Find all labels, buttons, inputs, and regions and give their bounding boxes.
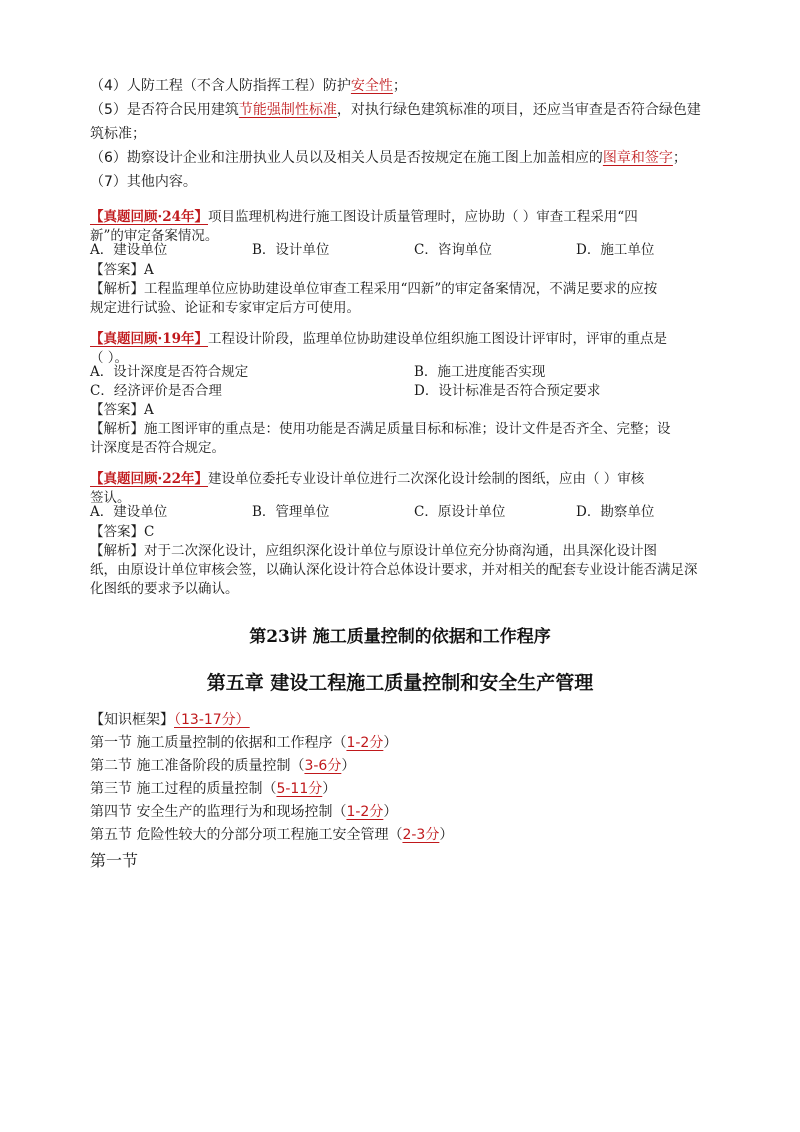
question-2-analysis-cont: 计深度是否符合规定。 xyxy=(90,440,225,456)
option-a: A．建设单位 xyxy=(90,504,168,520)
question-2-options-row2 xyxy=(90,381,710,401)
question-2-stem: 【真题回顾·19年】工程设计阶段，监理单位协助建设单位组织施工图设计评审时，评审的重点是 xyxy=(90,331,667,347)
question-3-analysis-cont: 纸，由原设计单位审核会签，以确认深化设计符合总体设计要求，并对相关的配套专业设计能否满足深 xyxy=(90,562,698,578)
question-1-options xyxy=(90,240,710,260)
question-2-answer: 【答案】A xyxy=(90,402,154,418)
option-d: D．勘察单位 xyxy=(576,504,655,520)
lecture-title: 第23讲 施工质量控制的依据和工作程序 xyxy=(249,627,551,647)
question-2-options-row1 xyxy=(90,362,710,382)
option-b: B．管理单位 xyxy=(252,504,330,520)
question-1-analysis-cont: 规定进行试验、论证和专家审定后方可使用。 xyxy=(90,300,360,316)
option-c: C．咨询单位 xyxy=(414,242,492,258)
question-3-stem-cont: 签认。 xyxy=(90,490,131,506)
option-d: D．施工单位 xyxy=(576,242,655,258)
section-score: 3-6分 xyxy=(304,758,342,774)
option-c: C．原设计单位 xyxy=(414,504,506,520)
question-1-stem-cont: 新”的审定备案情况。 xyxy=(90,228,219,244)
chapter-title: 第五章 建设工程施工质量控制和安全生产管理 xyxy=(206,672,594,694)
option-a: A．建设单位 xyxy=(90,242,168,258)
question-tag: 【真题回顾·24年】 xyxy=(90,209,208,225)
keyword-link[interactable]: 图章和签字 xyxy=(602,150,673,166)
section-heading: 第一节 xyxy=(90,851,139,870)
list-item-5-continued: 筑标准； xyxy=(90,126,146,142)
question-1-analysis: 【解析】工程监理单位应协助建设单位审查工程采用“四新”的审定备案情况，不满足要求的应按 xyxy=(90,281,658,297)
question-3-stem: 【真题回顾·22年】建设单位委托专业设计单位进行二次深化设计绘制的图纸，应由（ ）审核 xyxy=(90,471,645,487)
option-b: B．施工进度能否实现 xyxy=(414,364,546,380)
option-a: A．设计深度是否符合规定 xyxy=(90,364,249,380)
list-item-6: （6）勘察设计企业和注册执业人员以及相关人员是否按规定在施工图上加盖相应的图章和签字； xyxy=(90,150,687,166)
question-3-analysis: 【解析】对于二次深化设计，应组织深化设计单位与原设计单位充分协商沟通，出具深化设计图 xyxy=(90,543,657,559)
question-3-analysis-cont2: 化图纸的要求予以确认。 xyxy=(90,581,239,597)
framework-label: 【知识框架】 xyxy=(90,712,174,728)
option-b: B．设计单位 xyxy=(252,242,330,258)
list-item-4: （4）人防工程（不含人防指挥工程）防护安全性； xyxy=(90,78,407,94)
option-d: D．设计标准是否符合预定要求 xyxy=(414,383,601,399)
framework-section-2: 第二节 施工准备阶段的质量控制（3-6分） xyxy=(90,758,356,774)
keyword-link[interactable]: 节能强制性标准 xyxy=(238,102,337,118)
question-tag: 【真题回顾·22年】 xyxy=(90,471,208,487)
section-score: 1-2分 xyxy=(346,804,384,820)
list-item-7: （7）其他内容。 xyxy=(90,174,197,190)
keyword-link[interactable]: 安全性 xyxy=(350,78,393,94)
framework-score: （13-17分） xyxy=(174,712,250,728)
framework-header xyxy=(90,710,250,730)
question-2-analysis: 【解析】施工图评审的重点是：使用功能是否满足质量目标和标准；设计文件是否齐全、完整；设 xyxy=(90,421,671,437)
option-c: C．经济评价是否合理 xyxy=(90,383,222,399)
question-2-stem-cont: （ ）。 xyxy=(90,350,129,366)
framework-section-3: 第三节 施工过程的质量控制（5-11分） xyxy=(90,781,337,797)
question-tag: 【真题回顾·19年】 xyxy=(90,331,208,347)
question-3-answer: 【答案】C xyxy=(90,524,155,540)
question-1-answer: 【答案】A xyxy=(90,262,154,278)
section-score: 1-2分 xyxy=(346,735,384,751)
question-3-options xyxy=(90,502,710,522)
question-1-stem: 【真题回顾·24年】项目监理机构进行施工图设计质量管理时，应协助（ ）审查工程采用“四 xyxy=(90,209,638,225)
list-item-5: （5）是否符合民用建筑节能强制性标准，对执行绿色建筑标准的项目，还应当审查是否符合绿色建 xyxy=(90,102,701,118)
framework-section-1: 第一节 施工质量控制的依据和工作程序（1-2分） xyxy=(90,735,398,751)
framework-section-4: 第四节 安全生产的监理行为和现场控制（1-2分） xyxy=(90,804,398,820)
framework-section-5: 第五节 危险性较大的分部分项工程施工安全管理（2-3分） xyxy=(90,827,454,843)
section-score: 5-11分 xyxy=(276,781,323,797)
section-score: 2-3分 xyxy=(402,827,440,843)
